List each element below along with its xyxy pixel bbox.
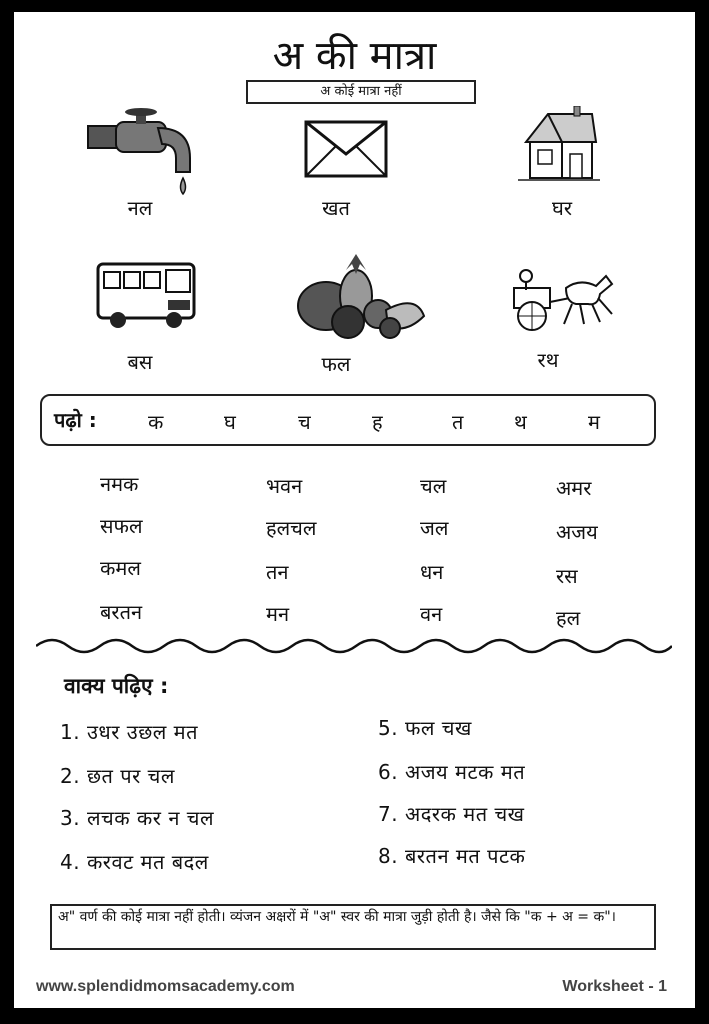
picture-label: बस (127, 350, 153, 374)
read-letters-box (40, 394, 656, 446)
word: मन (266, 602, 290, 626)
word: तन (266, 560, 289, 584)
subtitle-box: अ कोई मात्रा नहीं (246, 80, 476, 104)
sentence: 1. उधर उछल मत (60, 720, 198, 744)
word: हल (556, 606, 581, 630)
sentence: 6. अजय मटक मत (378, 760, 526, 784)
letter: त (452, 410, 464, 434)
word: नमक (100, 472, 139, 496)
read-label: पढ़ो : (54, 408, 97, 432)
sentence: 7. अदरक मत चख (378, 802, 525, 826)
word: भवन (266, 474, 303, 498)
word: चल (420, 474, 447, 498)
letter: क (148, 410, 164, 434)
picture-label: फल (321, 352, 351, 376)
letter: घ (224, 410, 236, 434)
sentence: 8. बरतन मत पटक (378, 844, 526, 868)
sentence: 4. करवट मत बदल (60, 850, 209, 874)
letter: ह (372, 410, 383, 434)
letter: थ (514, 410, 527, 434)
sentence: 3. लचक कर न चल (60, 806, 215, 830)
word: जल (420, 516, 449, 540)
picture-label: रथ (537, 348, 559, 372)
wavy-divider (36, 634, 672, 658)
word: बरतन (100, 600, 143, 624)
sentences-title: वाक्य पढ़िए : (64, 674, 169, 698)
picture-label: नल (127, 196, 153, 220)
letter: च (298, 410, 311, 434)
word: अमर (556, 476, 592, 500)
chariot-icon (500, 258, 616, 336)
word: रस (556, 564, 578, 588)
picture-label: खत (322, 196, 350, 220)
worksheet (14, 12, 695, 1008)
word: सफल (100, 514, 143, 538)
sentence: 5. फल चख (378, 716, 472, 740)
fruits-icon (296, 254, 426, 340)
info-note: अ" वर्ण की कोई मात्रा नहीं होती। व्यंजन अक्षरों में "अ" स्वर की मात्रा जुड़ी होती है। जैसे कि "क + अ = क"। (50, 904, 656, 950)
word: हलचल (266, 516, 317, 540)
word: अजय (556, 520, 598, 544)
tap-icon (86, 108, 206, 200)
page-title: अ की मात्रा (272, 33, 437, 79)
worksheet-number: Worksheet - 1 (562, 978, 667, 995)
word: वन (420, 602, 443, 626)
house-icon (518, 106, 600, 186)
word: कमल (100, 556, 141, 580)
envelope-icon (304, 120, 388, 178)
word: धन (420, 560, 444, 584)
bus-icon (96, 260, 198, 330)
website-link[interactable]: www.splendidmomsacademy.com (36, 978, 295, 995)
sentence: 2. छत पर चल (60, 764, 175, 788)
letter: म (588, 410, 600, 434)
picture-label: घर (552, 196, 572, 220)
